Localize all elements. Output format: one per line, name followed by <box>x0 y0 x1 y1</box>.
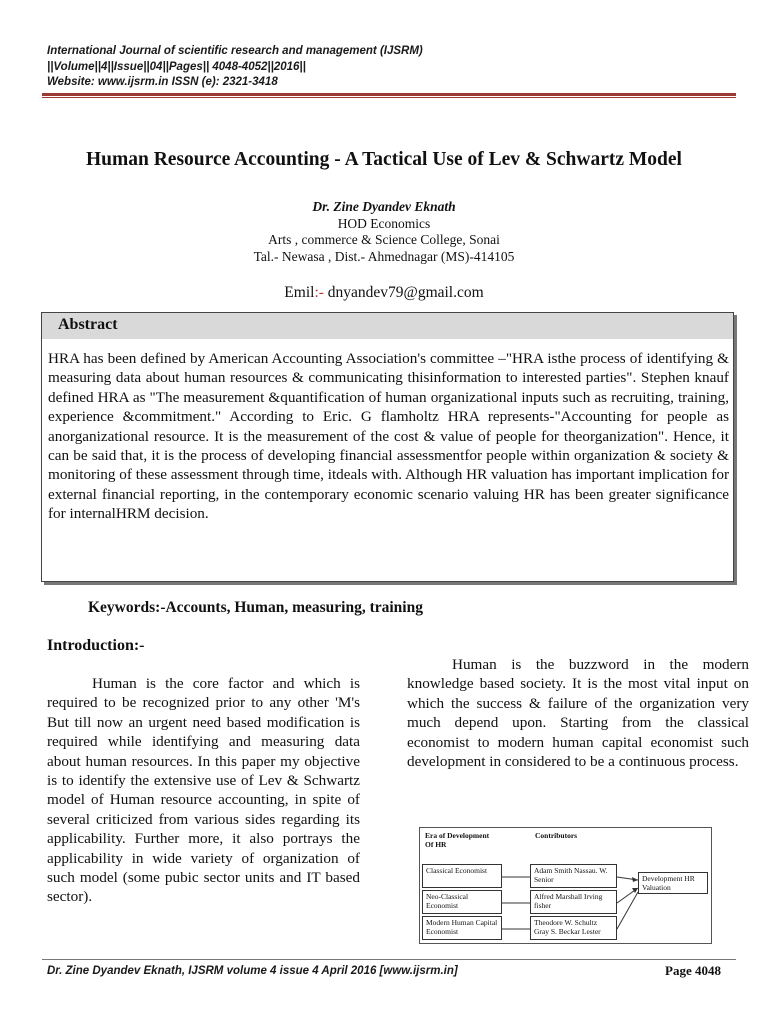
author-name: Dr. Zine Dyandev Eknath <box>312 199 456 214</box>
figure-contributor-cell: Alfred Marshall Irving fisher <box>530 890 617 914</box>
author-address: Tal.- Newasa , Dist.- Ahmednagar (MS)-414105 <box>253 248 515 264</box>
figure-era-header: Era of Development Of HR <box>422 830 502 852</box>
arrow-line <box>617 892 638 929</box>
header-rule <box>42 93 736 96</box>
keywords: Keywords:-Accounts, Human, measuring, training <box>88 599 423 616</box>
footer-citation: Dr. Zine Dyandev Eknath, IJSRM volume 4 issue 4 April 2016 [www.ijsrm.in] <box>47 965 458 977</box>
figure-contributor-cell: Adam Smith Nassau. W. Senior <box>530 864 617 888</box>
introduction-heading: Introduction:- <box>47 637 145 654</box>
email-address[interactable]: dnyandev79@gmail.com <box>323 284 484 301</box>
figure-contributor-cell: Theodore W. Schultz Gray S. Beckar Lester <box>530 916 617 940</box>
column-right <box>407 655 749 771</box>
figure-era-cell: Neo-Classical Economist <box>422 890 502 914</box>
figure-era-cell: Classical Economist <box>422 864 502 888</box>
journal-header <box>47 44 423 91</box>
abstract-text: HRA has been defined by American Accounting Association's committee –"HRA isthe process of identifying & measuring data about human resources & communicating thisinformation to interested parties". Stephen knauf defined HRA as "The measurement &quantification of human organizational inputs such as recruiting, training, experience &commitment." According to Eric. G flamholtz HRA represents-"Accounting for people as anorganizational resource. It is the measurement of the cost & value of people for theorganization". Hence, it can be said that, it is the process of developing financial assessmentfor people within organization & society & monitoring of these assessment through time, itdeals with. Although HR valuation has important implication for external financial reporting, in the contemporary economic scenario valuing HR has been greater significance for internalHRM decision. <box>48 350 729 523</box>
author-block <box>0 199 768 265</box>
email-label: Emil <box>284 284 315 301</box>
abstract-heading: Abstract <box>58 316 118 333</box>
journal-name: International Journal of scientific research and management (IJSRM) <box>47 45 423 57</box>
author-position: HOD Economics <box>337 215 431 231</box>
page-number: Page 4048 <box>665 963 721 978</box>
journal-volume: ||Volume||4||Issue||04||Pages|| 4048-4052||2016|| <box>47 60 306 73</box>
column-left <box>47 674 360 907</box>
abstract-box <box>41 312 734 582</box>
column-right-text: Human is the buzzword in the modern knowledge based society. It is the most vital input on which the success & failure of the organization very much depend upon. Starting from the classical economist to modern human capital economist such development in considered to be a continuous process. <box>407 656 749 771</box>
figure-result-cell: Development HR Valuation <box>638 872 708 894</box>
figure-contributors-header: Contributors <box>532 830 617 852</box>
header-rule-thin <box>42 97 736 98</box>
author-college: Arts , commerce & Science College, Sonai <box>268 232 500 247</box>
footer-rule <box>42 959 736 960</box>
hr-development-figure <box>419 827 712 944</box>
figure-era-cell: Modern Human Capital Economist <box>422 916 502 940</box>
email-separator: :- <box>314 284 324 301</box>
journal-website: Website: www.ijsrm.in ISSN (e): 2321-3418 <box>47 76 278 88</box>
paper-title: Human Resource Accounting - A Tactical Use of Lev & Schwartz Model <box>86 149 682 170</box>
column-left-text: Human is the core factor and which is required to be recognized prior to any other 'M's But till now an urgent need based modification is required while identifying and measuring data about human resources. In this paper my objective is to identify the extensive use of Lev & Schwartz model of Human resource accounting, in spite of several criticized from various sides regarding its applicability. Further more, it also portrays the applicability in wide variety of organization of such model (some pubic sector units and IT based sector). <box>47 675 360 906</box>
author-email <box>0 284 768 302</box>
abstract-header-band <box>42 313 733 339</box>
